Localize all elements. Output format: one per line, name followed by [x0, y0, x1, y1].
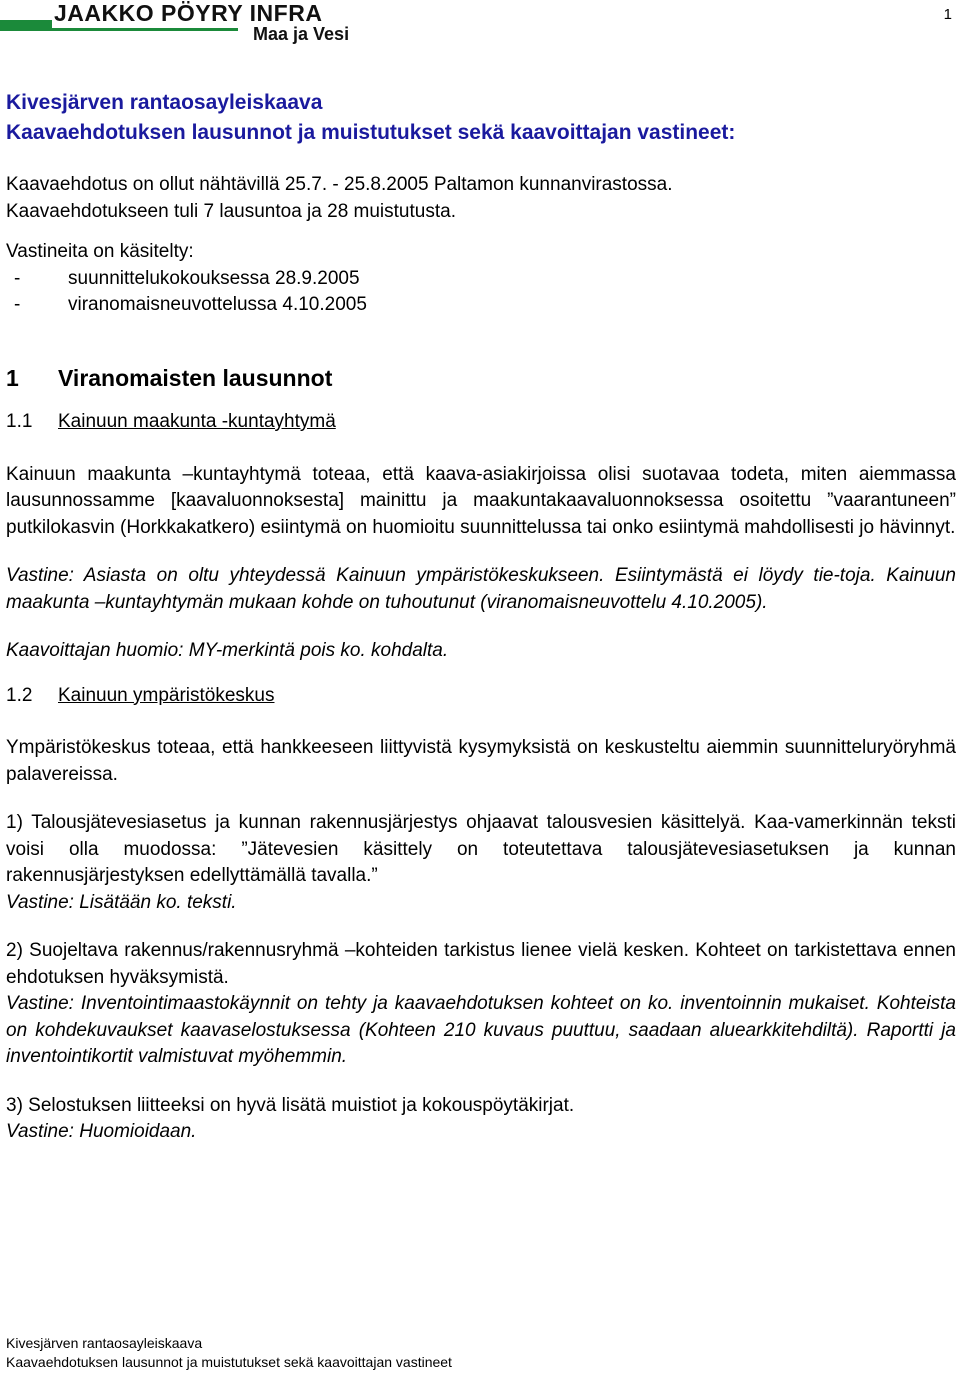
section-number: 1 [6, 364, 19, 391]
response-text: Vastine: Lisätään ko. teksti. [6, 891, 237, 913]
statement-text: Kainuun maakunta –kuntayhtymä toteaa, että kaava-asiakirjoissa olisi suotavaa todeta, miten aiemmassa lausunnossamme [kaavaluonnoksesta] mainittu ja maakuntakaavaluonnoksessa osoitettu ”vaarantuneen” putkilokasvin (Horkkakatkero) esiintymä on huomioitu suunnittelussa tai onko esiintymä mahdollisesti jo hävinnyt. [6, 463, 956, 538]
subsection-heading [6, 683, 956, 710]
handled-item-text: viranomaisneuvottelussa 4.10.2005 [68, 294, 367, 315]
handled-item-text: suunnittelukokouksessa 28.9.2005 [68, 267, 360, 289]
planner-note: Kaavoittajan huomio: MY-merkintä pois ko. kohdalta. [6, 640, 449, 661]
logo-main-text: JAAKKO PÖYRY INFRA [54, 0, 323, 26]
footer-line-2: Kaavaehdotuksen lausunnot ja muistutukset sekä kaavoittajan vastineet [6, 1354, 452, 1370]
page-footer [6, 1334, 452, 1372]
response-text: Vastine: Asiasta on oltu yhteydessä Kainuun ympäristökeskukseen. Esiintymästä ei löydy tie-toja. Kainuun maakunta –kuntayhtymän mukaan kohde on tuhoutunut (viranomaisneuvottelu 4.10.2005). [6, 565, 956, 613]
subsection-title: Kainuun maakunta -kuntayhtymä [58, 411, 336, 432]
subsection-heading [6, 409, 956, 436]
response-text: Vastine: Inventointimaastokäynnit on tehty ja kaavaehdotuksen kohteet on ko. inventoinnin mukaiset. Kohteista on kohdekuvaukset kaavaselostuksessa (Kohteen 210 kuvaus puuttuu, saadaan aluearkkitehdiltä). Raportti ja inventointikortit valmistuvat myöhemmin. [6, 993, 956, 1067]
document-body [6, 88, 956, 1146]
intro-line-2: Kaavaehdotukseen tuli 7 lausuntoa ja 28 muistutusta. [6, 200, 456, 222]
list-dash: - [14, 267, 21, 289]
company-logo [0, 0, 350, 48]
statement-item: 1) Talousjätevesiasetus ja kunnan rakennusjärjestys ohjaavat talousvesien käsittelyä. Kaa-vamerkinnän teksti voisi olla muodossa: ”Jätevesien käsittely on toteutettava talousjätevesiasetuksen ja kunnan rakennusjärjestyksen edellyttämällä tavalla.” [6, 812, 956, 886]
logo-sub-text: Maa ja Vesi [253, 24, 350, 44]
statement-item: 3) Selostuksen liitteeksi on hyvä lisätä muistiot ja kokouspöytäkirjat. [6, 1094, 575, 1116]
statement-text: Ympäristökeskus toteaa, että hankkeeseen liittyvistä kysymyksistä on keskusteltu aiemmin suunnitteluryöryhmä palavereissa. [6, 737, 956, 785]
footer-line-1: Kivesjärven rantaosayleiskaava [6, 1335, 203, 1351]
page-number: 1 [943, 6, 952, 23]
response-text: Vastine: Huomioidaan. [6, 1121, 197, 1142]
handled-item [6, 292, 956, 319]
logo-bar [0, 20, 52, 28]
handled-label: Vastineita on käsitelty: [6, 241, 194, 262]
statement-item: 2) Suojeltava rakennus/rakennusryhmä –kohteiden tarkistus lienee vielä kesken. Kohteet on tarkistettava ennen ehdotuksen hyväksymistä. [6, 940, 956, 988]
list-dash: - [14, 294, 21, 315]
subsection-number: 1.1 [6, 411, 33, 432]
intro-line-1: Kaavaehdotus on ollut nähtävillä 25.7. - 25.8.2005 Paltamon kunnanvirastossa. [6, 174, 673, 195]
handled-item [6, 266, 956, 293]
subsection-number: 1.2 [6, 684, 33, 706]
subsection-title: Kainuun ympäristökeskus [58, 684, 275, 706]
section-title: Viranomaisten lausunnot [58, 364, 333, 391]
doc-title: Kivesjärven rantaosayleiskaava [6, 91, 323, 114]
doc-subtitle: Kaavaehdotuksen lausunnot ja muistutukset sekä kaavoittajan vastineet: [6, 121, 736, 144]
logo-sub-bar [0, 28, 238, 31]
section-heading [6, 365, 956, 392]
